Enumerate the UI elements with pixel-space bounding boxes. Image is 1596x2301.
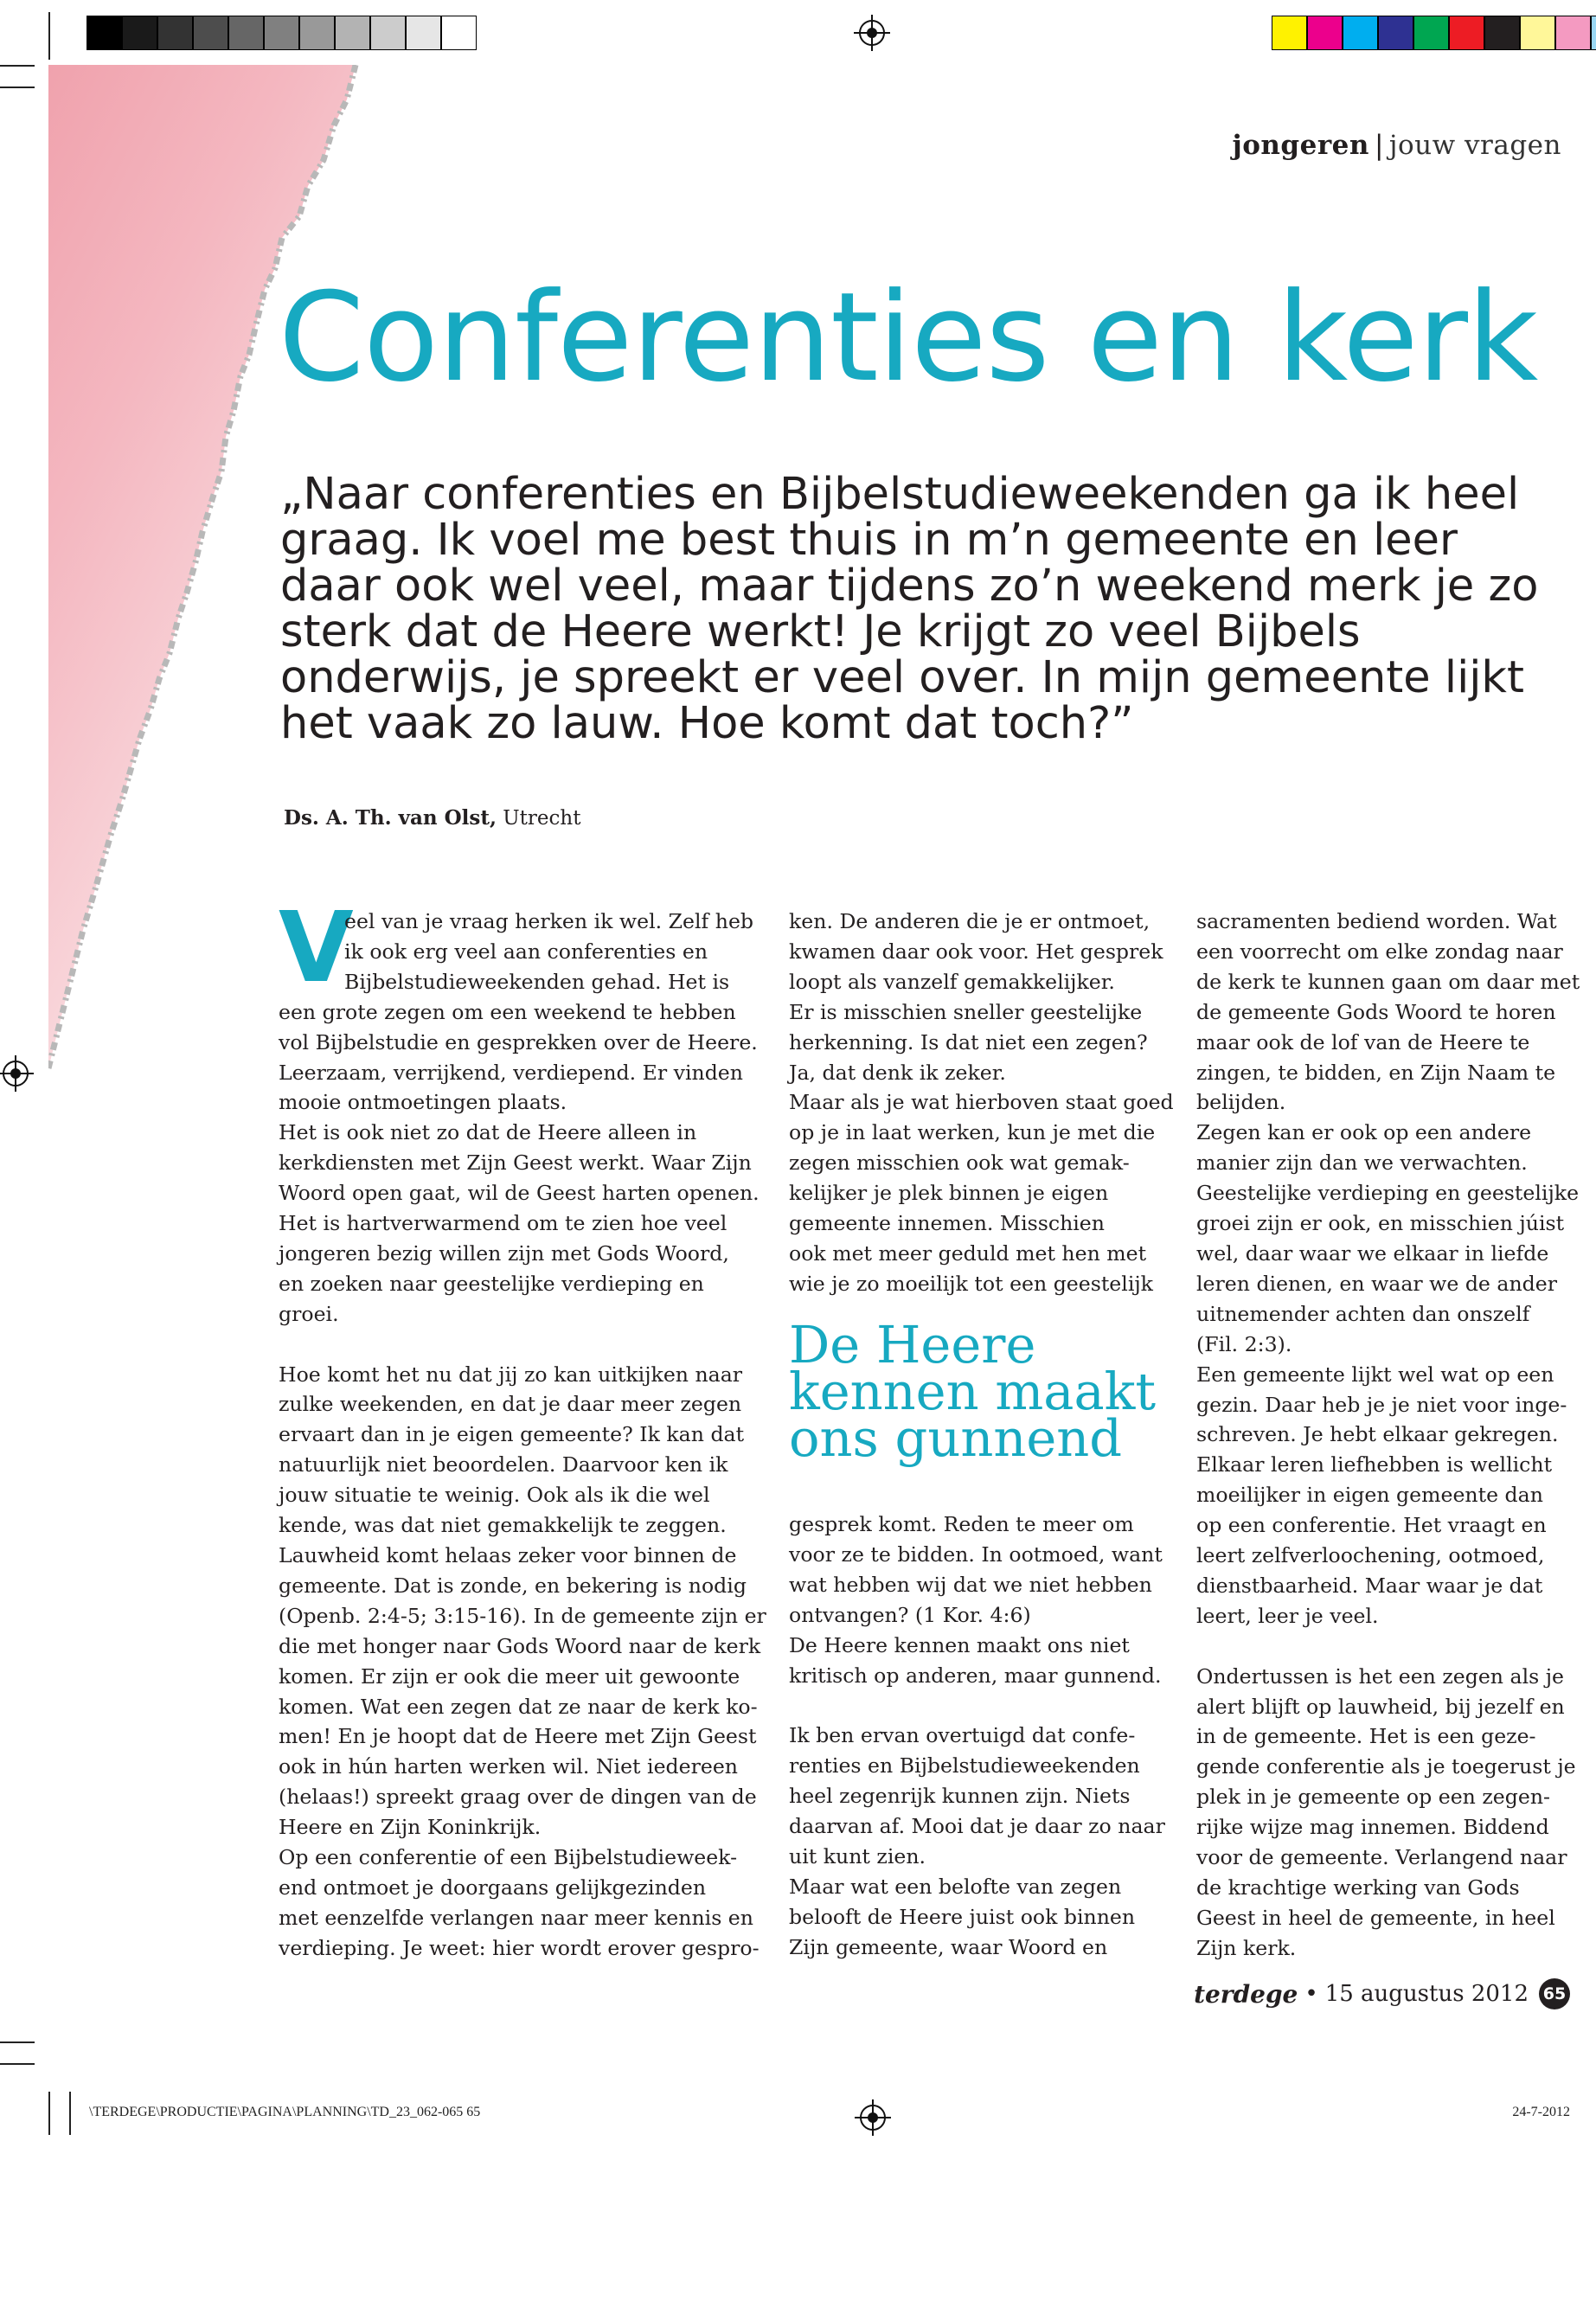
color-swatch xyxy=(1591,16,1596,50)
color-swatch xyxy=(406,16,441,50)
drop-cap: V xyxy=(279,892,354,1004)
color-swatch xyxy=(1484,16,1520,50)
text-line: loopt als vanzelf gemakkelijker. xyxy=(789,969,1115,994)
text-line: komen. Wat een zegen dat ze naar de kerk ko- xyxy=(279,1694,758,1719)
text-line: kritisch op anderen, maar gunnend. xyxy=(789,1663,1162,1688)
text-line: leert, leer je veel. xyxy=(1196,1603,1379,1628)
intro-question: „Naar conferenties en Bijbelstudieweekenden ga ik heel graag. Ik voel me best thuis in m’n gemeente en leer daar ook wel veel, maar tijdens zo’n weekend merk je zo sterk dat de Heere werkt! Je krijgt zo veel Bijbels onderwijs, je spreekt er veel over. In mijn gemeente lijkt het vaak zo lauw. Hoe komt dat toch?” xyxy=(280,469,1539,749)
text-line: Ik ben ervan overtuigd dat confe- xyxy=(789,1723,1136,1748)
crop-mark xyxy=(0,2041,35,2043)
color-swatch xyxy=(87,16,122,50)
text-line: wie je zo moeilijk tot een geestelijk xyxy=(789,1271,1153,1296)
text-line: en zoeken naar geestelijke verdieping en xyxy=(279,1271,704,1296)
registration-mark-icon xyxy=(860,2105,886,2131)
text-line: Maar wat een belofte van zegen xyxy=(789,1874,1122,1899)
pull-quote-line: ons gunnend xyxy=(789,1408,1122,1468)
section-separator: | xyxy=(1374,130,1384,161)
text-line: voor de gemeente. Verlangend naar xyxy=(1196,1845,1567,1870)
text-line: zingen, te bidden, en Zijn Naam te xyxy=(1196,1060,1556,1085)
text-line: Heere en Zijn Koninkrijk. xyxy=(279,1815,542,1840)
color-swatch xyxy=(193,16,228,50)
text-line: schreven. Je hebt elkaar gekregen. xyxy=(1196,1422,1559,1447)
color-swatch xyxy=(1449,16,1484,50)
text-line: Zijn gemeente, waar Woord en xyxy=(789,1934,1108,1959)
text-line: op een conferentie. Het vraagt en xyxy=(1196,1513,1547,1538)
text-line: ervaart dan in je eigen gemeente? Ik kan dat xyxy=(279,1422,745,1447)
text-line: leert zelfverloochening, ootmoed, xyxy=(1196,1543,1545,1568)
text-line: de kerk te kunnen gaan om daar met xyxy=(1196,969,1580,994)
text-line: kelijker je plek binnen je eigen xyxy=(789,1181,1109,1206)
text-line xyxy=(789,1690,1157,1721)
text-line: Het is ook niet zo dat de Heere alleen in xyxy=(279,1120,697,1145)
color-swatch xyxy=(1307,16,1343,50)
text-line: jouw situatie te weinig. Ook als ik die wel xyxy=(279,1483,710,1508)
text-line: daarvan af. Mooi dat je daar zo naar xyxy=(789,1814,1165,1839)
text-line: een grote zegen om een weekend te hebben xyxy=(279,999,736,1024)
crop-mark xyxy=(0,65,35,67)
text-line: uit kunt zien. xyxy=(789,1843,926,1868)
text-line: uitnemender achten dan onszelf xyxy=(1196,1301,1530,1326)
magazine-brand: terdege xyxy=(1194,1979,1298,2009)
text-line: gezin. Daar heb je je niet voor inge- xyxy=(1196,1392,1567,1417)
text-line: plek in je gemeente op een zegen- xyxy=(1196,1785,1550,1810)
text-line: ook met meer geduld met hen met xyxy=(789,1240,1147,1266)
text-line: Woord open gaat, wil de Geest harten openen. xyxy=(279,1181,760,1206)
page-number: 65 xyxy=(1539,1978,1570,2009)
text-line: dienstbaarheid. Maar waar je dat xyxy=(1196,1573,1543,1598)
slug-path: \TERDEGE\PRODUCTIE\PAGINA\PLANNING\TD_23_062-065 65 xyxy=(89,2105,481,2119)
column-1 xyxy=(279,907,766,1964)
text-line: ik ook erg veel aan conferenties en xyxy=(344,939,708,964)
byline-author: Ds. A. Th. van Olst, xyxy=(284,806,497,830)
text-line: men! En je hoopt dat de Heere met Zijn Geest xyxy=(279,1724,757,1749)
crop-mark xyxy=(48,12,50,60)
color-swatch xyxy=(299,16,335,50)
text-line: de krachtige werking van Gods xyxy=(1196,1875,1520,1900)
registration-mark-icon xyxy=(3,1061,29,1086)
text-line: Zijn kerk. xyxy=(1196,1935,1297,1960)
text-line: zulke weekenden, en dat je daar meer zegen xyxy=(279,1392,742,1417)
text-line: komen. Er zijn er ook die meer uit gewoonte xyxy=(279,1663,740,1689)
text-line: belijden. xyxy=(1196,1090,1286,1115)
text-line: Zegen kan er ook op een andere xyxy=(1196,1120,1532,1145)
text-line: gesprek komt. Reden te meer om xyxy=(789,1512,1134,1536)
text-line: sacramenten bediend worden. Wat xyxy=(1196,909,1557,933)
slug-date: 24-7-2012 xyxy=(1512,2105,1570,2119)
text-line: Leerzaam, verrijkend, verdiepend. Er vinden xyxy=(279,1060,743,1085)
text-line: Maar als je wat hierboven staat goed xyxy=(789,1090,1174,1115)
issue-date: 15 augustus 2012 xyxy=(1324,1981,1529,2007)
color-swatch xyxy=(441,16,477,50)
color-swatch xyxy=(157,16,193,50)
text-line: (Fil. 2:3). xyxy=(1196,1331,1292,1356)
pull-quote-line: De Heere xyxy=(789,1315,1036,1375)
crop-mark xyxy=(69,2092,71,2135)
section-name: jongeren xyxy=(1232,130,1369,161)
text-line: Elkaar leren liefhebben is wellicht xyxy=(1196,1452,1553,1477)
column-2-bottom xyxy=(789,1509,1165,1963)
column-2-top xyxy=(789,907,1174,1299)
color-swatch xyxy=(264,16,299,50)
text-line: Op een conferentie of een Bijbelstudieweek- xyxy=(279,1845,738,1870)
text-line: alert blijft op lauwheid, bij jezelf en xyxy=(1196,1694,1565,1719)
text-line: verdieping. Je weet: hier wordt erover gespro- xyxy=(279,1935,760,1960)
text-line: groei. xyxy=(279,1301,339,1326)
text-line: ken. De anderen die je er ontmoet, xyxy=(789,909,1151,933)
color-swatch xyxy=(228,16,264,50)
pull-quote xyxy=(789,1315,1157,1468)
color-swatch xyxy=(122,16,157,50)
text-line: eel van je vraag herken ik wel. Zelf heb xyxy=(344,909,754,933)
text-line: mooie ontmoetingen plaats. xyxy=(279,1090,567,1115)
text-line: wel, daar waar we elkaar in liefde xyxy=(1196,1240,1549,1266)
text-line: heel zegenrijk kunnen zijn. Niets xyxy=(789,1784,1131,1809)
crop-mark xyxy=(48,2092,50,2135)
text-line: in de gemeente. Het is een geze- xyxy=(1196,1724,1536,1749)
color-swatch xyxy=(370,16,406,50)
text-line: Lauwheid komt helaas zeker voor binnen de xyxy=(279,1543,737,1568)
page-footer xyxy=(1194,1978,1570,2009)
text-line: (helaas!) spreekt graag over de dingen van de xyxy=(279,1785,757,1810)
text-line: (Openb. 2:4-5; 3:15-16). In de gemeente zijn er xyxy=(279,1603,766,1628)
text-line: Hoe komt het nu dat jij zo kan uitkijken naar xyxy=(279,1362,743,1387)
footer-bullet: • xyxy=(1304,1981,1318,2007)
pull-quote-line: kennen maakt xyxy=(789,1362,1157,1421)
text-line: maar ook de lof van de Heere te xyxy=(1196,1029,1530,1054)
byline xyxy=(284,806,580,830)
crop-mark xyxy=(0,2063,35,2065)
text-line: met eenzelfde verlangen naar meer kennis en xyxy=(279,1905,753,1930)
text-line: herkenning. Is dat niet een zegen? xyxy=(789,1029,1148,1054)
subsection-name: jouw vragen xyxy=(1388,130,1561,161)
byline-place: Utrecht xyxy=(503,807,581,830)
text-line: zegen misschien ook wat gemak- xyxy=(789,1150,1130,1176)
text-line xyxy=(279,1330,753,1360)
text-line xyxy=(1196,1631,1577,1662)
text-line: Geestelijke verdieping en geestelijke xyxy=(1196,1181,1580,1206)
color-swatch xyxy=(1555,16,1591,50)
text-line: ook in hún harten werken wil. Niet iedereen xyxy=(279,1754,738,1779)
text-line: kwamen daar ook voor. Het gesprek xyxy=(789,939,1163,964)
text-line: die met honger naar Gods Woord naar de kerk xyxy=(279,1633,761,1658)
column-3 xyxy=(1196,907,1580,1964)
text-line: De Heere kennen maakt ons niet xyxy=(789,1632,1130,1657)
color-swatch xyxy=(1343,16,1378,50)
text-line: een voorrecht om elke zondag naar xyxy=(1196,939,1563,964)
page-title: Conferenties en kerk xyxy=(279,266,1538,409)
text-line: gemeente innemen. Misschien xyxy=(789,1211,1105,1236)
text-line: Het is hartverwarmend om te zien hoe veel xyxy=(279,1211,727,1236)
text-line: moeilijker in eigen gemeente dan xyxy=(1196,1483,1543,1508)
color-swatch xyxy=(1272,16,1307,50)
text-line: Ondertussen is het een zegen als je xyxy=(1196,1663,1564,1689)
text-line: Er is misschien sneller geestelijke xyxy=(789,999,1143,1024)
text-line: Geest in heel de gemeente, in heel xyxy=(1196,1905,1555,1930)
text-line: rijke wijze mag innemen. Biddend xyxy=(1196,1815,1549,1840)
text-line: Bijbelstudieweekenden gehad. Het is xyxy=(344,969,730,994)
text-line: gende conferentie als je toegerust je xyxy=(1196,1754,1576,1779)
text-line: de gemeente Gods Woord te horen xyxy=(1196,999,1556,1024)
text-line: wat hebben wij dat we niet hebben xyxy=(789,1572,1152,1597)
text-line: manier zijn dan we verwachten. xyxy=(1196,1150,1528,1176)
text-line: renties en Bijbelstudieweekenden xyxy=(789,1753,1140,1779)
text-line: kende, was dat niet gemakkelijk te zeggen. xyxy=(279,1513,727,1538)
text-line: voor ze te bidden. In ootmoed, want xyxy=(789,1541,1163,1567)
text-line: Een gemeente lijkt wel wat op een xyxy=(1196,1362,1554,1387)
text-line: Ja, dat denk ik zeker. xyxy=(789,1060,1006,1085)
text-line: leren dienen, en waar we de ander xyxy=(1196,1271,1558,1296)
text-line: vol Bijbelstudie en gesprekken over de Heere. xyxy=(279,1029,758,1054)
text-line: jongeren bezig willen zijn met Gods Woord, xyxy=(279,1240,729,1266)
color-swatch xyxy=(335,16,370,50)
registration-mark-icon xyxy=(859,20,885,46)
text-line: gemeente. Dat is zonde, en bekering is nodig xyxy=(279,1573,747,1598)
text-line: belooft de Heere juist ook binnen xyxy=(789,1904,1136,1929)
text-line: op je in laat werken, kun je met die xyxy=(789,1120,1156,1145)
crop-mark xyxy=(0,87,35,88)
text-line: natuurlijk niet beoordelen. Daarvoor ken ik xyxy=(279,1452,728,1477)
color-swatch xyxy=(1413,16,1449,50)
color-swatch xyxy=(1378,16,1413,50)
text-line: end ontmoet je doorgaans gelijkgezinden xyxy=(279,1875,707,1900)
section-tag xyxy=(1233,130,1562,161)
text-line: groei zijn er ook, en misschien júist xyxy=(1196,1211,1565,1236)
color-swatch xyxy=(1520,16,1555,50)
text-line: kerkdiensten met Zijn Geest werkt. Waar Zijn xyxy=(279,1150,752,1176)
text-line: ontvangen? (1 Kor. 4:6) xyxy=(789,1602,1031,1627)
